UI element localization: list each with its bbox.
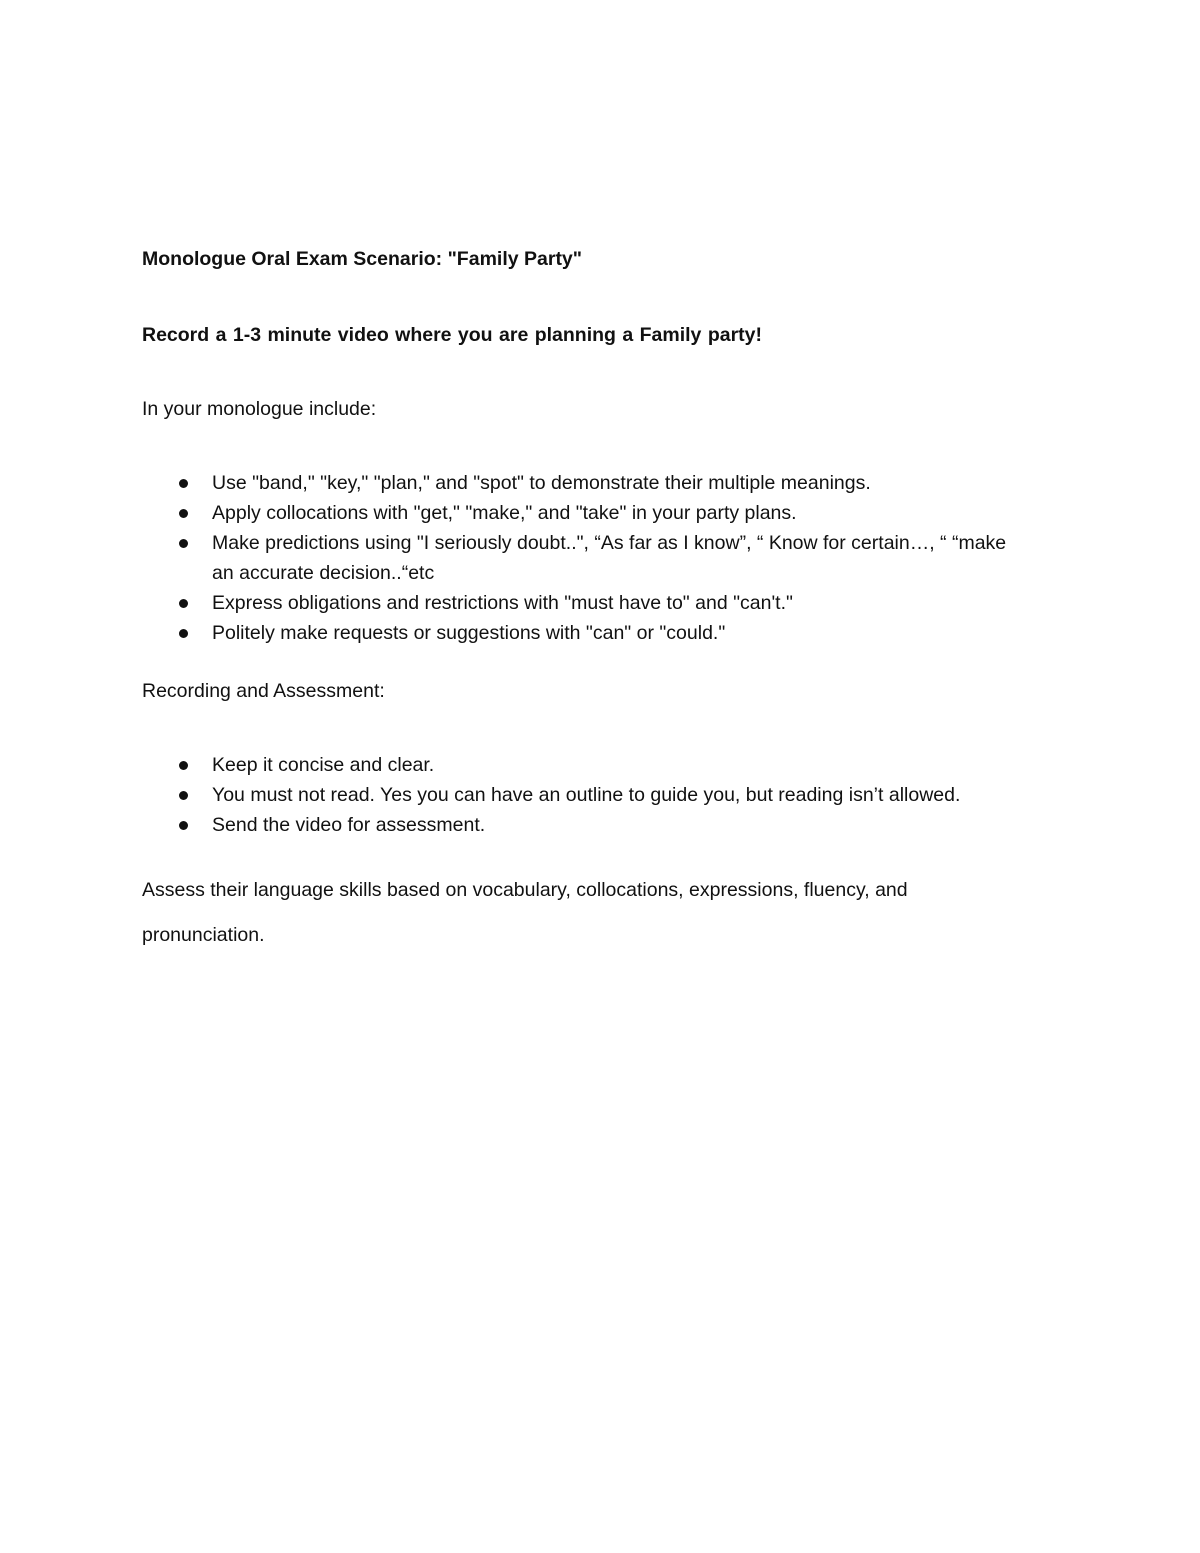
recording-section-label: Recording and Assessment:: [142, 680, 385, 702]
list-item-text: Apply collocations with "get," "make," and "take" in your party plans.: [212, 502, 797, 524]
recording-list: [142, 750, 1062, 840]
include-list: [142, 468, 1062, 648]
bullet-icon: [179, 791, 188, 800]
closing-text: Assess their language skills based on vocabulary, collocations, expressions, fluency, and pronunciation.: [142, 879, 908, 946]
bullet-icon: [179, 599, 188, 608]
list-item-text: Make predictions using "I seriously doubt..", “As far as I know”, “ Know for certain…, “ “make an accurate decision..“etc: [212, 532, 1007, 584]
list-item: [142, 468, 1032, 498]
bullet-icon: [179, 509, 188, 518]
instruction-text: Record a 1-3 minute video where you are planning a Family party!: [142, 324, 762, 346]
bullet-icon: [179, 761, 188, 770]
list-item-text: Keep it concise and clear.: [212, 754, 435, 776]
list-item-text: Use "band," "key," "plan," and "spot" to demonstrate their multiple meanings.: [212, 472, 871, 494]
list-item: [142, 618, 1032, 648]
list-item: [142, 810, 1032, 840]
document-title: Monologue Oral Exam Scenario: "Family Party": [142, 248, 583, 270]
list-item: [142, 588, 1032, 618]
bullet-icon: [179, 821, 188, 830]
list-item-text: You must not read. Yes you can have an outline to guide you, but reading isn’t allowed.: [212, 784, 961, 806]
list-item: [142, 498, 1032, 528]
list-item-text: Express obligations and restrictions with "must have to" and "can't.": [212, 592, 793, 614]
list-item-text: Send the video for assessment.: [212, 814, 486, 836]
list-item: [142, 780, 1032, 810]
list-item: [142, 750, 1032, 780]
intro-text: In your monologue include:: [142, 398, 377, 420]
document-body: [142, 244, 1062, 958]
bullet-icon: [179, 539, 188, 548]
bullet-icon: [179, 479, 188, 488]
bullet-icon: [179, 629, 188, 638]
list-item-text: Politely make requests or suggestions with "can" or "could.": [212, 622, 726, 644]
list-item: [142, 528, 1032, 588]
